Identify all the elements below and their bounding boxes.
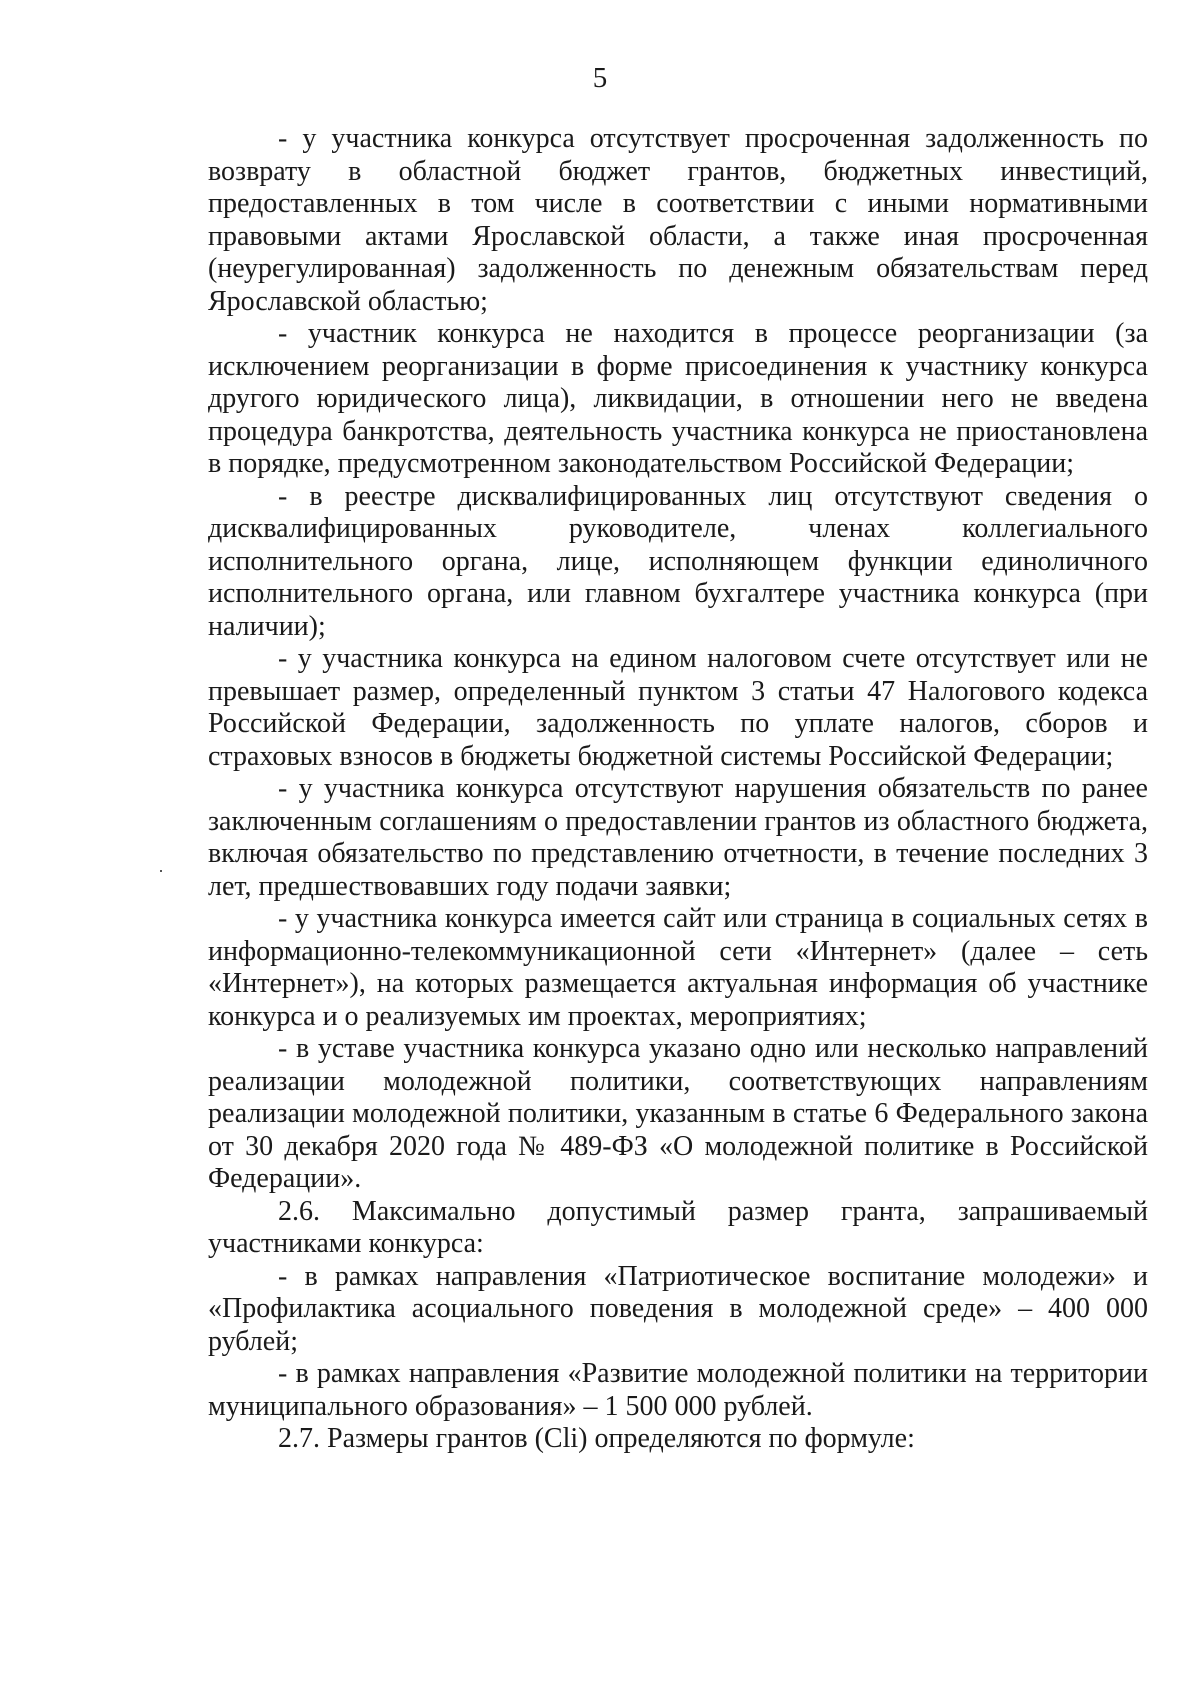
scan-speck (160, 870, 162, 872)
page-number: 5 (592, 62, 608, 94)
paragraph-tax-debt: - у участника конкурса на едином налоговом счете отсутствует или не превышает размер, определенный пунктом 3 статьи 47 Налогового кодекса Российской Федерации, задолженность по уплате налогов, сборов и страховых взносов в бюджеты бюджетной системы Российской Федерации; (208, 643, 1148, 772)
paragraph-municipal-grant: - в рамках направления «Развитие молодежной политики на территории муниципального образования» – 1 500 000 рублей. (208, 1358, 1148, 1422)
paragraph-internet-site: - у участника конкурса имеется сайт или страница в социальных сетях в информационно-телекоммуникационной сети «Интернет» (далее – сеть «Интернет»), на которых размещается актуальная информация об участнике конкурса и о реализуемых им проектах, мероприятиях; (208, 903, 1148, 1032)
paragraph-no-overdue-debt: - у участника конкурса отсутствует просроченная задолженность по возврату в областной бюджет грантов, бюджетных инвестиций, предоставленных в том числе в соответствии с иными нормативными правовыми актами Ярославской области, а также иная просроченная (неурегулированная) задолженность по денежным обязательствам перед Ярославской областью; (208, 123, 1148, 317)
paragraph-charter-directions: - в уставе участника конкурса указано одно или несколько направлений реализации молодежной политики, соответствующих направлениям реализации молодежной политики, указанным в статье 6 Федерального закона от 30 декабря 2020 года № 489-ФЗ «О молодежной политике в Российской Федерации». (208, 1033, 1148, 1194)
paragraph-2-7-formula: 2.7. Размеры грантов (Cli) определяются по формуле: (278, 1423, 915, 1454)
paragraph-disqualified-registry: - в реестре дисквалифицированных лиц отсутствуют сведения о дисквалифицированных руководителе, членах коллегиального исполнительного органа, лице, исполняющем функции единоличного исполнительного органа, или главном бухгалтере участника конкурса (при наличии); (208, 480, 1148, 642)
paragraph-patriotic-grant: - в рамках направления «Патриотическое воспитание молодежи» и «Профилактика асоциального поведения в молодежной среде» – 400 000 рублей; (208, 1260, 1148, 1357)
paragraph-no-violations: - у участника конкурса отсутствуют нарушения обязательств по ранее заключенным соглашениям о предоставлении грантов из областного бюджета, включая обязательство по представлению отчетности, в течение последних 3 лет, предшествовавших году подачи заявки; (208, 773, 1148, 902)
paragraph-2-6-max-grant: 2.6. Максимально допустимый размер гранта, запрашиваемый участниками конкурса: (208, 1195, 1148, 1259)
paragraph-no-reorganization: - участник конкурса не находится в процессе реорганизации (за исключением реорганизации в форме присоединения к участнику конкурса другого юридического лица), ликвидации, в отношении него не введена процедура банкротства, деятельность участника конкурса не приостановлена в порядке, предусмотренном законодательством Российской Федерации; (208, 318, 1148, 479)
document-body (208, 123, 1148, 1456)
